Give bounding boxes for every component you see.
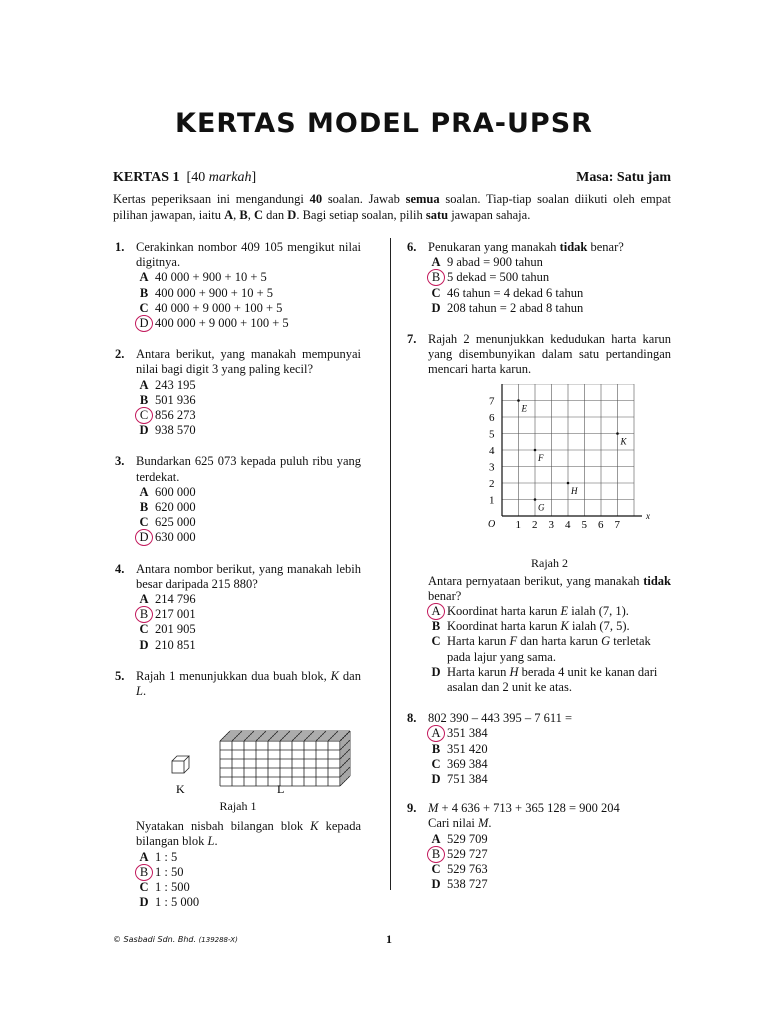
y-tick-label: 6 bbox=[489, 411, 495, 424]
option-b-selected[interactable]: B 529 727 bbox=[431, 846, 488, 861]
block-l bbox=[220, 731, 350, 786]
point-G bbox=[534, 498, 537, 501]
publisher-footer: © Sasbadi Sdn. Bhd. (139288-X) bbox=[113, 935, 238, 944]
marks-open: [40 bbox=[186, 170, 209, 185]
paper-name: KERTAS 1 bbox=[113, 170, 180, 185]
option-a[interactable]: A 600 000 bbox=[139, 484, 196, 499]
question-stem: 802 390 – 443 395 – 7 611 = bbox=[428, 711, 573, 726]
option-a[interactable]: A 529 709 bbox=[431, 831, 488, 846]
option-d[interactable]: D 938 570 bbox=[139, 423, 196, 438]
question-9: 9. M + 4 636 + 713 + 365 128 = 900 204 Cari nilai M. A 529 709 B 529 727 C 529 763 D 538 727 bbox=[407, 801, 671, 892]
paper-header bbox=[113, 170, 671, 186]
option-d[interactable]: D 210 851 bbox=[139, 637, 196, 652]
option-b-selected[interactable]: B 217 001 bbox=[139, 607, 196, 622]
option-a-selected[interactable]: A 351 384 bbox=[431, 726, 488, 741]
option-d[interactable]: D 1 : 5 000 bbox=[139, 895, 200, 910]
option-a[interactable]: A 1 : 5 bbox=[139, 849, 178, 864]
question-2: 2. Antara berikut, yang manakah mempunyai nilai bagi digit 3 yang paling kecil? A 243 195 B 501 936 C 856 273 D 938 570 bbox=[115, 347, 361, 438]
x-tick-label: 5 bbox=[581, 518, 587, 531]
right-column bbox=[407, 240, 671, 892]
option-d[interactable]: D 751 384 bbox=[431, 772, 488, 787]
point-K bbox=[616, 432, 619, 435]
blocks-diagram bbox=[115, 711, 361, 811]
option-b-selected[interactable]: B 5 dekad = 500 tahun bbox=[431, 270, 550, 285]
figure-2-grid bbox=[428, 378, 671, 574]
y-tick-label: 2 bbox=[489, 477, 495, 490]
marks-close: ] bbox=[251, 170, 257, 185]
point-F bbox=[534, 448, 537, 451]
option-b-selected[interactable]: B 1 : 50 bbox=[139, 864, 184, 879]
option-d-selected[interactable]: D 630 000 bbox=[139, 530, 196, 545]
page-number: 1 bbox=[386, 932, 392, 946]
point-label-H: H bbox=[571, 485, 578, 496]
question-7: 7. Rajah 2 menunjukkan kedudukan harta karun yang disembunyikan dalam satu pertandingan mencari harta karun. x O 1 2 3 4 5 6 7 1 2 3 4 5 6 7 E K F H G Rajah 2 Antara pernyataan berikut, yang manakah tidak benar? A Koordinat harta karun E ialah (7, 1). B Koordinat harta karun K ialah (7, 5). C Harta karun F dan harta karun G terletak pada lajur yang sama. D Harta karun H berada 4 unit ke kanan dari asalan dan 2 unit ke atas. bbox=[407, 332, 671, 695]
x-tick-label: 1 bbox=[515, 518, 521, 531]
figure-1-blocks bbox=[136, 699, 361, 819]
block-k bbox=[172, 756, 189, 773]
question-ask: Cari nilai M. bbox=[428, 816, 492, 831]
x-tick-label: 3 bbox=[548, 518, 554, 531]
point-E bbox=[517, 399, 520, 402]
origin-label: O bbox=[488, 518, 496, 530]
question-ask: Nyatakan nisbah bilangan blok K kepada bilangan blok L. bbox=[136, 819, 362, 849]
option-c[interactable]: C 46 tahun = 4 dekad 6 tahun bbox=[431, 285, 584, 300]
option-a-selected[interactable]: A Koordinat harta karun E ialah (7, 1). bbox=[431, 604, 629, 619]
question-5: 5. Rajah 1 menunjukkan dua buah blok, K dan L. K L Rajah 1 Nyatakan nisbah bilangan blok K kepada bilangan blok L. A 1 : 5 B 1 : 50 C 1 : 500 D 1 : 5 000 bbox=[115, 668, 362, 910]
option-c[interactable]: C 529 763 bbox=[431, 862, 488, 877]
figure-caption: Rajah 1 bbox=[219, 799, 257, 814]
point-label-K: K bbox=[620, 436, 627, 447]
x-tick-label: 7 bbox=[614, 518, 620, 531]
option-b[interactable]: B 351 420 bbox=[431, 741, 488, 756]
option-b[interactable]: B 620 000 bbox=[139, 500, 196, 515]
x-tick-label: 4 bbox=[565, 518, 571, 531]
y-tick-label: 4 bbox=[489, 444, 495, 457]
question-ask: Antara pernyataan berikut, yang manakah tidak benar? bbox=[428, 573, 671, 603]
point-H bbox=[567, 481, 570, 484]
option-a[interactable]: A 214 796 bbox=[139, 592, 196, 607]
x-tick-label: 2 bbox=[532, 518, 538, 531]
marks-word: markah bbox=[208, 170, 252, 185]
option-c[interactable]: C 40 000 + 9 000 + 100 + 5 bbox=[139, 300, 283, 315]
option-b[interactable]: B 501 936 bbox=[139, 392, 196, 407]
x-tick-label: 6 bbox=[598, 518, 604, 531]
question-6: 6. Penukaran yang manakah tidak benar? A 9 abad = 900 tahun B 5 dekad = 500 tahun C 46 tahun = 4 dekad 6 tahun D 208 tahun = 2 abad 8 tahun bbox=[407, 240, 671, 316]
label-k: K bbox=[176, 782, 185, 797]
question-stem: Cerakinkan nombor 409 105 mengikut nilai digitnya. bbox=[136, 240, 361, 270]
point-label-F: F bbox=[538, 452, 544, 463]
instructions: Kertas peperiksaan ini mengandungi 40 soalan. Jawab semua soalan. Tiap-tiap soalan diikuti oleh empat pilihan jawapan, iaitu A, B, C dan D. Bagi setiap soalan, pilih satu jawapan sahaja. bbox=[113, 192, 671, 222]
page-title: KERTAS MODEL PRA-UPSR bbox=[175, 108, 593, 139]
option-b[interactable]: B Koordinat harta karun K ialah (7, 5). bbox=[431, 619, 630, 634]
option-a[interactable]: A 40 000 + 900 + 10 + 5 bbox=[139, 270, 267, 285]
question-4: 4. Antara nombor berikut, yang manakah lebih besar daripada 215 880? A 214 796 B 217 001 C 201 905 D 210 851 bbox=[115, 561, 361, 652]
question-stem: Rajah 1 menunjukkan dua buah blok, K dan L. bbox=[136, 668, 361, 699]
option-d[interactable]: D 208 tahun = 2 abad 8 tahun bbox=[431, 300, 584, 315]
coordinate-grid bbox=[452, 384, 652, 556]
option-c[interactable]: C 625 000 bbox=[139, 515, 196, 530]
y-tick-label: 3 bbox=[489, 461, 495, 474]
column-divider bbox=[390, 238, 391, 890]
question-3: 3. Bundarkan 625 073 kepada puluh ribu yang terdekat. A 600 000 B 620 000 C 625 000 D 630 000 bbox=[115, 454, 361, 545]
option-c[interactable]: C 369 384 bbox=[431, 756, 488, 771]
option-c[interactable]: C 1 : 500 bbox=[139, 880, 190, 895]
point-label-G: G bbox=[538, 502, 545, 513]
option-a[interactable]: A 243 195 bbox=[139, 377, 196, 392]
y-tick-label: 5 bbox=[489, 428, 495, 441]
left-column bbox=[115, 240, 361, 911]
label-l: L bbox=[277, 782, 285, 797]
question-stem: Penukaran yang manakah tidak benar? bbox=[428, 240, 624, 254]
option-d[interactable]: D Harta karun H berada 4 unit ke kanan dari asalan dan 2 unit ke atas. bbox=[431, 664, 658, 695]
point-label-E: E bbox=[521, 403, 527, 414]
question-8: 8. 802 390 – 443 395 – 7 611 = A 351 384 B 351 420 C 369 384 D 751 384 bbox=[407, 711, 671, 787]
question-stem: Antara nombor berikut, yang manakah lebih besar daripada 215 880? bbox=[136, 561, 361, 591]
option-b[interactable]: B 400 000 + 900 + 10 + 5 bbox=[139, 285, 274, 300]
option-d-selected[interactable]: D 400 000 + 9 000 + 100 + 5 bbox=[139, 316, 289, 331]
option-c[interactable]: C Harta karun F dan harta karun G terletak pada lajur yang sama. bbox=[431, 634, 651, 664]
question-stem: Antara berikut, yang manakah mempunyai nilai bagi digit 3 yang paling kecil? bbox=[136, 347, 361, 377]
option-c-selected[interactable]: C 856 273 bbox=[139, 408, 196, 423]
y-tick-label: 1 bbox=[489, 494, 495, 507]
question-stem: Bundarkan 625 073 kepada puluh ribu yang terdekat. bbox=[136, 454, 361, 484]
option-d[interactable]: D 538 727 bbox=[431, 877, 488, 892]
question-stem: M + 4 636 + 713 + 365 128 = 900 204 bbox=[428, 801, 620, 816]
time-allowed: Masa: Satu jam bbox=[576, 170, 671, 185]
option-c[interactable]: C 201 905 bbox=[139, 622, 196, 637]
question-stem: Rajah 2 menunjukkan kedudukan harta karun yang disembunyikan dalam satu pertandingan mencari harta karun. bbox=[428, 332, 671, 377]
question-1: 1. Cerakinkan nombor 409 105 mengikut nilai digitnya. A 40 000 + 900 + 10 + 5 B 400 000 + 900 + 10 + 5 C 40 000 + 9 000 + 100 + 5 D 400 000 + 9 000 + 100 + 5 bbox=[115, 240, 361, 331]
y-tick-label: 7 bbox=[489, 395, 495, 408]
option-a[interactable]: A 9 abad = 900 tahun bbox=[431, 255, 543, 270]
figure-caption: Rajah 2 bbox=[531, 555, 568, 570]
x-axis-label: x bbox=[646, 510, 650, 521]
